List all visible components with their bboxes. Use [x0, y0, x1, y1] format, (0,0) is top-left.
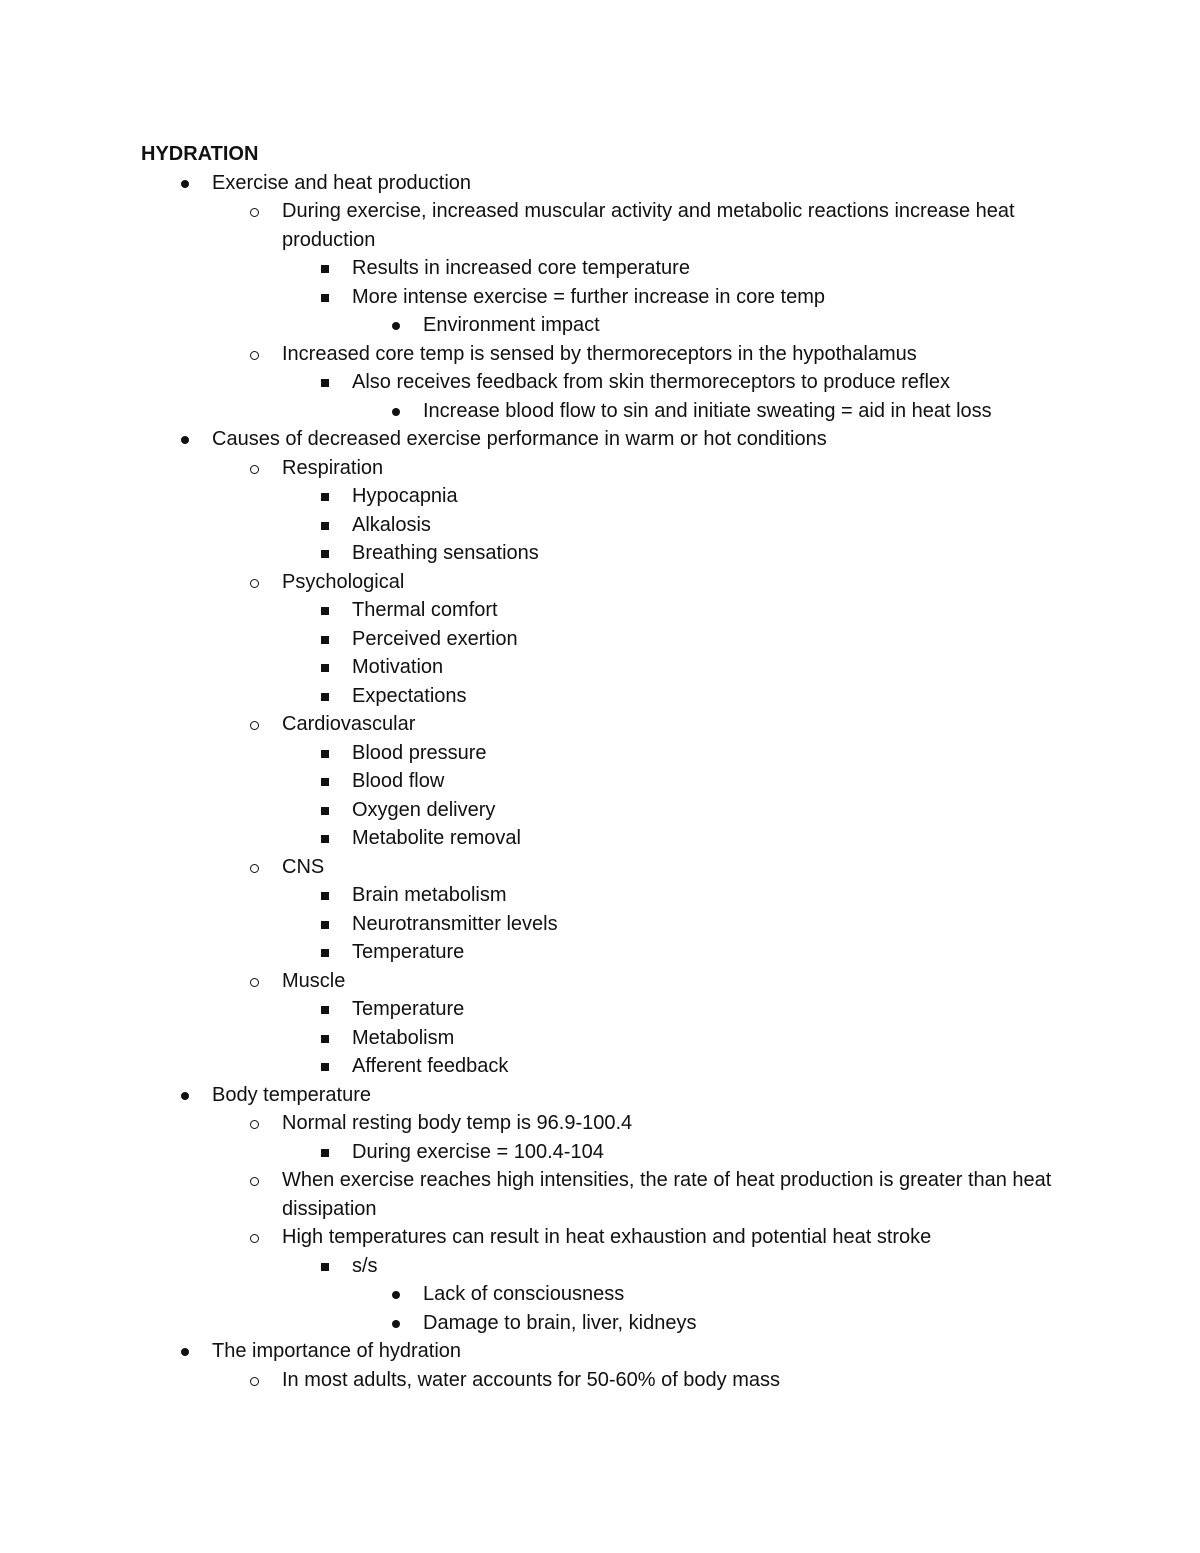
list-item-text: More intense exercise = further increase in core temp: [352, 285, 825, 308]
circle-bullet-icon: [245, 710, 265, 739]
list-item-text: In most adults, water accounts for 50-60% of body mass: [282, 1368, 781, 1391]
list-item: [141, 853, 1101, 882]
list-item: [141, 1166, 1101, 1223]
list-item: [141, 511, 1101, 540]
square-bullet-icon: [315, 938, 335, 967]
list-item-text: Metabolism: [352, 1026, 455, 1049]
list-item: [141, 197, 1101, 254]
square-bullet-icon: [315, 796, 335, 825]
list-item-text: Exercise and heat production: [212, 171, 472, 194]
list-item-text: Results in increased core temperature: [352, 257, 690, 279]
list-item: [141, 653, 1101, 682]
list-item-text: Also receives feedback from skin thermoreceptors to produce reflex: [352, 371, 951, 393]
list-item-text: Increase blood flow to sin and initiate sweating = aid in heat loss: [423, 399, 992, 422]
square-bullet-icon: [315, 368, 335, 397]
disc-bullet-icon: [175, 425, 195, 454]
circle-bullet-icon: [245, 853, 265, 882]
list-item-text: Blood flow: [352, 770, 445, 792]
list-item-text: Increased core temp is sensed by thermoreceptors in the hypothalamus: [282, 342, 917, 365]
list-item-text: Brain metabolism: [352, 884, 507, 906]
list-item: [141, 739, 1101, 768]
disc-bullet-icon: [175, 169, 195, 198]
list-item-text: Thermal comfort: [352, 599, 498, 621]
list-item: [141, 482, 1101, 511]
list-item: [141, 824, 1101, 853]
list-item-text: s/s: [352, 1254, 378, 1277]
list-item: [141, 710, 1101, 739]
list-item: [141, 283, 1101, 312]
list-item: [141, 1280, 1101, 1309]
list-item-text: Muscle: [282, 969, 346, 992]
circle-bullet-icon: [245, 1223, 265, 1252]
disc-bullet-icon: [386, 1309, 406, 1338]
list-item: [141, 311, 1101, 340]
square-bullet-icon: [315, 283, 335, 312]
disc-bullet-icon: [386, 397, 406, 426]
list-item-text: Damage to brain, liver, kidneys: [423, 1311, 697, 1334]
square-bullet-icon: [315, 739, 335, 768]
square-bullet-icon: [315, 1024, 335, 1053]
square-bullet-icon: [315, 511, 335, 540]
list-item: [141, 254, 1101, 283]
list-item-text: Motivation: [352, 656, 444, 678]
list-item: [141, 796, 1101, 825]
list-item: [141, 1366, 1101, 1395]
disc-bullet-icon: [175, 1337, 195, 1366]
list-item-text: Blood pressure: [352, 741, 487, 764]
document-title: HYDRATION: [141, 143, 259, 165]
list-item: [141, 454, 1101, 483]
list-item-text: When exercise reaches high intensities, the rate of heat production is greater than heat dissipation: [282, 1169, 1052, 1220]
list-item-text: Causes of decreased exercise performance in warm or hot conditions: [212, 428, 827, 450]
list-item-text: Oxygen delivery: [352, 798, 496, 821]
list-item-text: Normal resting body temp is 96.9-100.4: [282, 1112, 633, 1134]
list-item: [141, 1109, 1101, 1138]
list-item-text: Perceived exertion: [352, 627, 518, 650]
list-item-text: Lack of consciousness: [423, 1283, 625, 1305]
list-item-text: CNS: [282, 855, 325, 878]
list-item-text: Metabolite removal: [352, 827, 521, 849]
list-item-text: Temperature: [352, 941, 465, 963]
list-item-text: Hypocapnia: [352, 485, 458, 507]
list-item: [141, 539, 1101, 568]
list-item-text: Body temperature: [212, 1083, 371, 1106]
list-item: [141, 397, 1101, 426]
list-item: [141, 568, 1101, 597]
square-bullet-icon: [315, 824, 335, 853]
list-item-text: Breathing sensations: [352, 542, 539, 564]
list-item: [141, 767, 1101, 796]
disc-bullet-icon: [386, 311, 406, 340]
circle-bullet-icon: [245, 1109, 265, 1138]
list-item-text: The importance of hydration: [212, 1340, 462, 1362]
circle-bullet-icon: [245, 1166, 265, 1195]
circle-bullet-icon: [245, 568, 265, 597]
list-item: [141, 1138, 1101, 1167]
list-item: [141, 881, 1101, 910]
list-item-text: Psychological: [282, 570, 405, 593]
list-item: [141, 596, 1101, 625]
circle-bullet-icon: [245, 340, 265, 369]
list-item-text: During exercise = 100.4-104: [352, 1140, 604, 1163]
square-bullet-icon: [315, 767, 335, 796]
list-item-text: High temperatures can result in heat exhaustion and potential heat stroke: [282, 1226, 932, 1248]
list-item: [141, 425, 1101, 454]
square-bullet-icon: [315, 625, 335, 654]
list-item-text: Expectations: [352, 684, 467, 707]
list-item: [141, 1252, 1101, 1281]
circle-bullet-icon: [245, 197, 265, 226]
square-bullet-icon: [315, 653, 335, 682]
list-item: [141, 1309, 1101, 1338]
square-bullet-icon: [315, 596, 335, 625]
list-item: [141, 995, 1101, 1024]
list-item: [141, 1052, 1101, 1081]
square-bullet-icon: [315, 881, 335, 910]
list-item: [141, 625, 1101, 654]
square-bullet-icon: [315, 910, 335, 939]
square-bullet-icon: [315, 682, 335, 711]
list-item: [141, 1223, 1101, 1252]
list-item: [141, 169, 1101, 198]
square-bullet-icon: [315, 1252, 335, 1281]
list-item-text: Cardiovascular: [282, 713, 416, 735]
square-bullet-icon: [315, 482, 335, 511]
list-item-text: Temperature: [352, 998, 465, 1020]
list-item: [141, 682, 1101, 711]
list-item: [141, 938, 1101, 967]
list-item: [141, 368, 1101, 397]
list-item-text: Afferent feedback: [352, 1055, 509, 1077]
list-item-text: Respiration: [282, 456, 384, 479]
list-item-text: Alkalosis: [352, 513, 431, 536]
bullet-outline: [141, 169, 1101, 1395]
square-bullet-icon: [315, 254, 335, 283]
circle-bullet-icon: [245, 454, 265, 483]
list-item: [141, 1337, 1101, 1366]
list-item-text: Environment impact: [423, 314, 600, 336]
list-item-text: During exercise, increased muscular activity and metabolic reactions increase heat production: [282, 200, 1015, 251]
square-bullet-icon: [315, 1138, 335, 1167]
square-bullet-icon: [315, 539, 335, 568]
square-bullet-icon: [315, 995, 335, 1024]
list-item: [141, 340, 1101, 369]
circle-bullet-icon: [245, 967, 265, 996]
disc-bullet-icon: [175, 1081, 195, 1110]
document-page: [141, 140, 1101, 1394]
circle-bullet-icon: [245, 1366, 265, 1395]
disc-bullet-icon: [386, 1280, 406, 1309]
list-item-text: Neurotransmitter levels: [352, 912, 558, 935]
square-bullet-icon: [315, 1052, 335, 1081]
list-item: [141, 910, 1101, 939]
list-item: [141, 1081, 1101, 1110]
list-item: [141, 1024, 1101, 1053]
list-item: [141, 967, 1101, 996]
